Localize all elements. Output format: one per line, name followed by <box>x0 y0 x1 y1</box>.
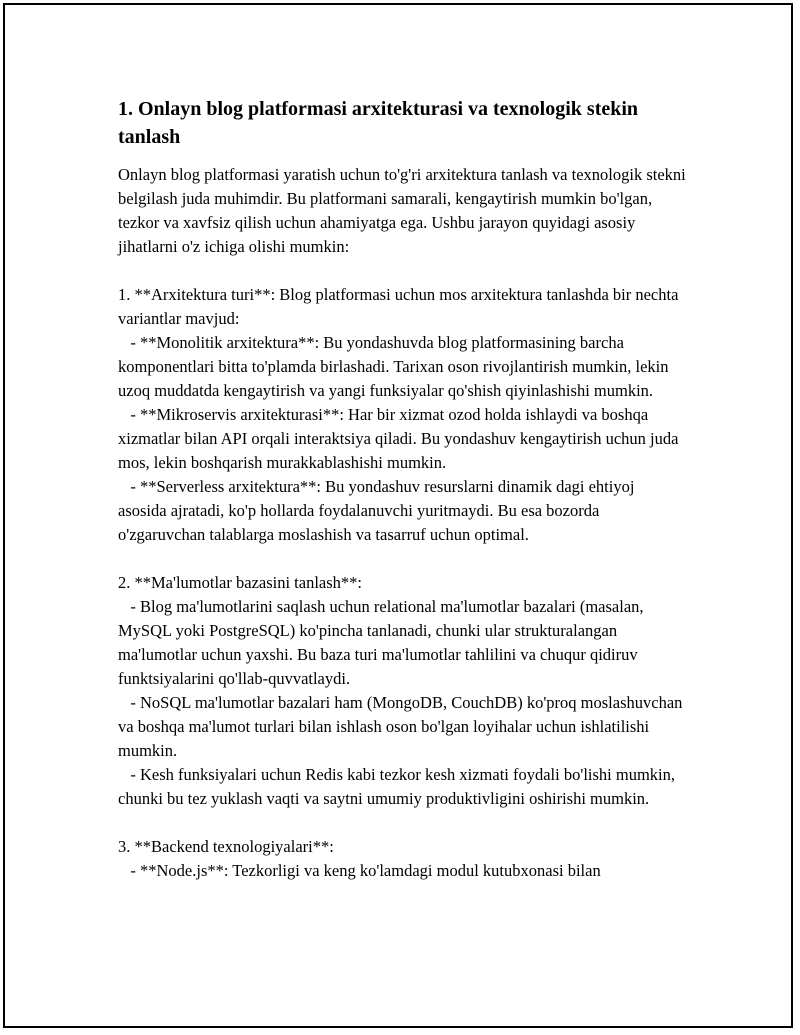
section-architecture <box>118 283 686 547</box>
list-item: - Kesh funksiyalari uchun Redis kabi tezkor kesh xizmati foydali bo'lishi mumkin, chunki bu tez yuklash vaqti va saytni umumiy produktivligini oshirishi mumkin. <box>118 765 680 808</box>
section-database <box>118 571 686 811</box>
list-item: - **Monolitik arxitektura**: Bu yondashuvda blog platformasining barcha komponentlari bitta to'plamda birlashadi. Tarixan oson rivojlantirish mumkin, lekin uzoq muddatda kengaytirish va yangi funksiyalar qo'shish qiyinlashishi mumkin. <box>118 333 673 400</box>
paragraph-gap <box>118 259 686 283</box>
list-item: - NoSQL ma'lumotlar bazalari ham (MongoDB, CouchDB) ko'proq moslashuvchan va boshqa ma'lumot turlari bilan ishlash oson bo'lgan loyihalar uchun ishlatilishi mumkin. <box>118 693 687 760</box>
section-heading: 3. **Backend texnologiyalari**: <box>118 837 334 856</box>
list-item: - **Serverless arxitektura**: Bu yondashuv resurslarni dinamik dagi ehtiyoj asosida ajratadi, ko'p hollarda foydalanuvchi yuritmaydi. Bu esa bozorda o'zgaruvchan talablarga moslashish va tasarruf uchun optimal. <box>118 477 639 544</box>
list-item: - Blog ma'lumotlarini saqlash uchun relational ma'lumotlar bazalari (masalan, MySQL yoki PostgreSQL) ko'pincha tanlanadi, chunki ular strukturalangan ma'lumotlar uchun yaxshi. Bu baza turi ma'lumotlar tahlilini va chuqur qidiruv funktsiyalarini qo'llab-quvvatlaydi. <box>118 597 648 688</box>
paragraph-gap <box>118 811 686 835</box>
section-heading: 2. **Ma'lumotlar bazasini tanlash**: <box>118 573 363 592</box>
paragraph-gap <box>118 547 686 571</box>
document-body <box>118 95 690 883</box>
list-item: - **Node.js**: Tezkorligi va keng ko'lamdagi modul kutubxonasi bilan <box>118 861 601 880</box>
section-backend <box>118 835 686 883</box>
document-title: 1. Onlayn blog platformasi arxitekturasi va texnologik stekin tanlash <box>118 98 639 148</box>
section-heading: 1. **Arxitektura turi**: Blog platformasi uchun mos arxitektura tanlashda bir nechta variantlar mavjud: <box>118 285 683 328</box>
intro-paragraph: Onlayn blog platformasi yaratish uchun to'g'ri arxitektura tanlash va texnologik stekni belgilash juda muhimdir. Bu platformani samarali, kengaytirish mumkin bo'lgan, tezkor va xavfsiz qilish uchun ahamiyatga ega. Ushbu jarayon quyidagi asosiy jihatlarni o'z ichiga olishi mumkin: <box>118 165 690 256</box>
list-item: - **Mikroservis arxitekturasi**: Har bir xizmat ozod holda ishlaydi va boshqa xizmatlar bilan API orqali interaktsiya qiladi. Bu yondashuv kengaytirish uchun juda mos, lekin boshqarish murakkablashishi mumkin. <box>118 405 683 472</box>
